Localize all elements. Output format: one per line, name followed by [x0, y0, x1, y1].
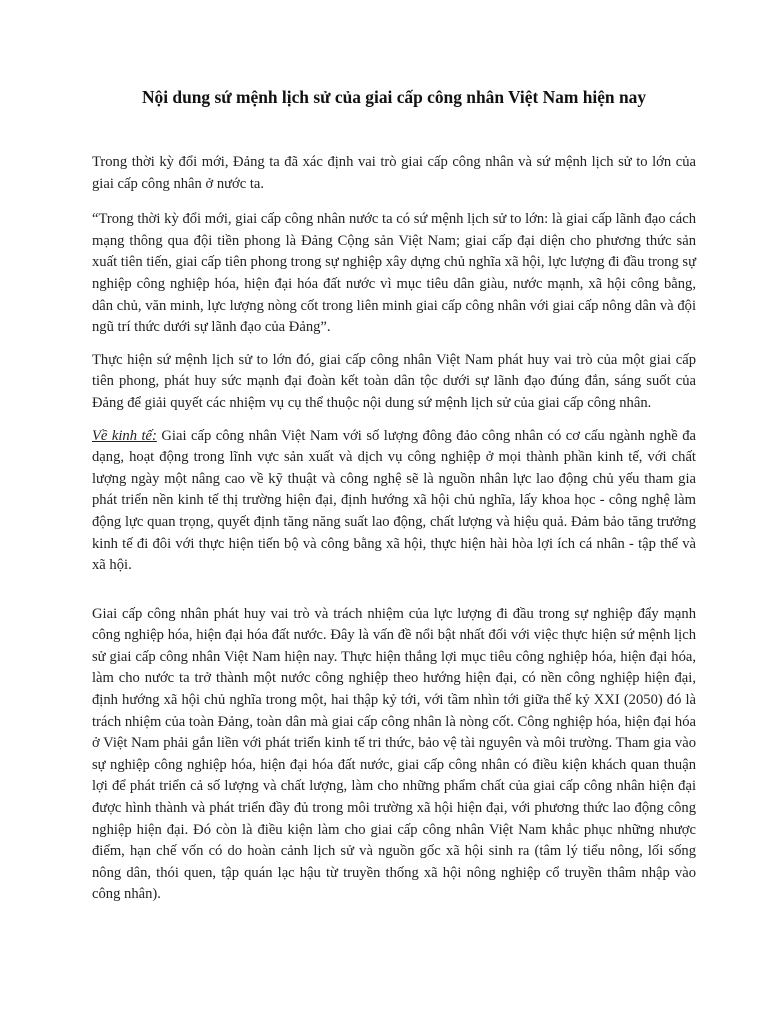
- paragraph-implementation: Thực hiện sứ mệnh lịch sử to lớn đó, giai cấp công nhân Việt Nam phát huy vai trò của một giai cấp tiên phong, phát huy sức mạnh đại đoàn kết toàn dân tộc dưới sự lãnh đạo đúng đắn, sáng suốt của Đảng để giải quyết các nhiệm vụ cụ thể thuộc nội dung sứ mệnh lịch sử của giai cấp công nhân.: [92, 351, 696, 411]
- paragraph-closing: Giai cấp công nhân phát huy vai trò và trách nhiệm của lực lượng đi đầu trong sự nghiệp đẩy mạnh công nghiệp hóa, hiện đại hóa đất nước. Đây là vấn đề nổi bật nhất đối với việc thực hiện sứ mệnh lịch sử giai cấp công nhân Việt Nam hiện nay. Thực hiện thắng lợi mục tiêu công nghiệp hóa, hiện đại hóa, làm cho nước ta trở thành một nước công nghiệp theo hướng hiện đại, có nền công nghiệp hiện đại, định hướng xã hội chủ nghĩa trong một, hai thập kỷ tới, với tầm nhìn tới giữa thế kỷ XXI (2050) đó là trách nhiệm của toàn Đảng, toàn dân mà giai cấp công nhân là nòng cốt. Công nghiệp hóa, hiện đại hóa ở Việt Nam phải gắn liền với phát triển kinh tế tri thức, bảo vệ tài nguyên và môi trường. Tham gia vào sự nghiệp công nghiệp hóa, hiện đại hóa đất nước, giai cấp công nhân có điều kiện khách quan thuận lợi để phát triển cả số lượng và chất lượng, làm cho những phẩm chất của giai cấp công nhân hiện đại được hình thành và phát triển đầy đủ trong môi trường xã hội hiện đại, với phương thức lao động công nghiệp hiện đại. Đó còn là điều kiện làm cho giai cấp công nhân Việt Nam khắc phục những nhược điểm, hạn chế vốn có do hoàn cảnh lịch sử và nguồn gốc xã hội sinh ra (tâm lý tiểu nông, lối sống nông dân, thói quen, tập quán lạc hậu từ truyền thống xã hội nông nghiệp cổ truyền thâm nhập vào công nhân).: [92, 605, 696, 903]
- economic-lead-label: Về kinh tế:: [92, 427, 157, 444]
- paragraph-economic: [92, 426, 696, 577]
- document-title: Nội dung sứ mệnh lịch sử của giai cấp công nhân Việt Nam hiện nay: [141, 87, 647, 107]
- paragraph-intro: Trong thời kỳ đổi mới, Đảng ta đã xác định vai trò giai cấp công nhân và sứ mệnh lịch sử to lớn của giai cấp công nhân ở nước ta.: [92, 154, 696, 192]
- economic-text: Giai cấp công nhân Việt Nam với số lượng đông đảo công nhân có cơ cấu ngành nghề đa dạng, hoạt động trong lĩnh vực sản xuất và dịch vụ công nghiệp ở mọi thành phần kinh tế, với chất lượng ngày một nâng cao về kỹ thuật và công nghệ sẽ là nguồn nhân lực lao động chủ yếu tham gia phát triển nền kinh tế thị trường hiện đại, định hướng xã hội chủ nghĩa, lấy khoa học - công nghệ làm động lực quan trọng, quyết định tăng năng suất lao động, chất lượng và hiệu quả. Đảm bảo tăng trưởng kinh tế đi đôi với thực hiện tiến bộ và công bằng xã hội, thực hiện hài hòa lợi ích cá nhân - tập thể và xã hội.: [92, 427, 696, 574]
- paragraph-quote: “Trong thời kỳ đổi mới, giai cấp công nhân nước ta có sứ mệnh lịch sử to lớn: là giai cấp lãnh đạo cách mạng thông qua đội tiền phong là Đảng Cộng sản Việt Nam; giai cấp đại diện cho phương thức sản xuất tiên tiến, giai cấp tiên phong trong sự nghiệp xây dựng chủ nghĩa xã hội, lực lượng đi đầu trong sự nghiệp công nghiệp hóa, hiện đại hóa đất nước vì mục tiêu dân giàu, nước mạnh, xã hội công bằng, dân chủ, văn minh, lực lượng nòng cốt trong liên minh giai cấp công nhân với giai cấp nông dân và đội ngũ trí thức dưới sự lãnh đạo của Đảng”.: [92, 211, 696, 336]
